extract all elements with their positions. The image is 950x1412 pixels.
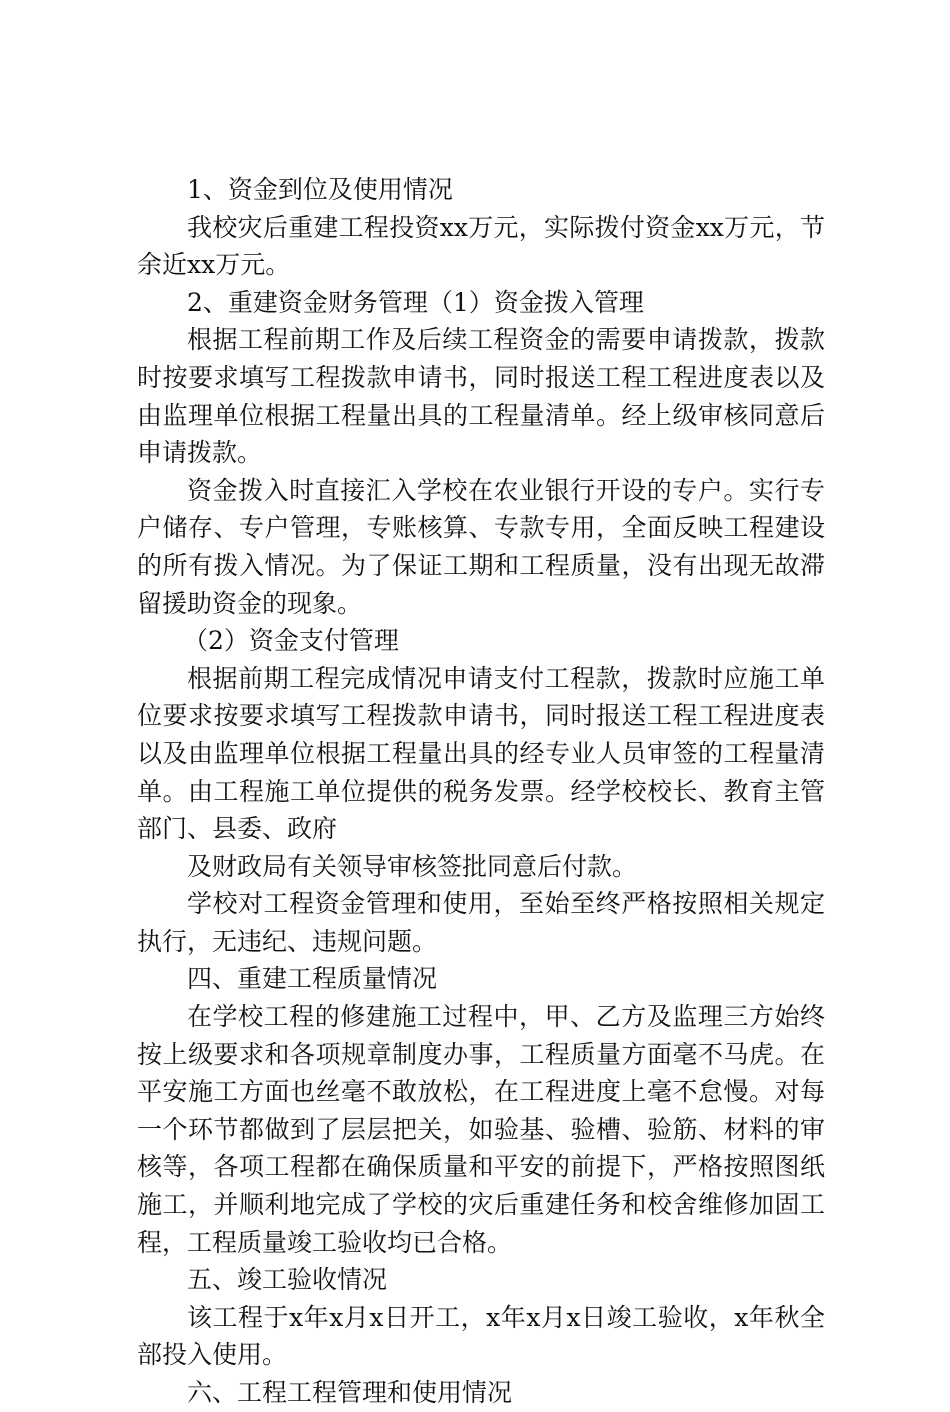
heading-funds-usage: 1、资金到位及使用情况 [187, 175, 453, 204]
heading-payment-management: （2）资金支付管理 [183, 626, 399, 656]
paragraph-acceptance: 该工程于x年x月x日开工，x年x月x日竣工验收，x年秋全部投入使用。 [137, 1302, 825, 1370]
heading-financial-management: 2、重建资金财务管理（1）资金拨入管理 [187, 287, 644, 317]
heading-quality: 四、重建工程质量情况 [187, 964, 438, 994]
paragraph-quality: 在学校工程的修建施工过程中，甲、乙方及监理三方始终按上级要求和各项规章制度办事，工程质量方面毫不马虎。在平安施工方面也丝毫不敢放松，在工程进度上毫不怠慢。对每一个环节都做到了层层把关，如验基、验槽、验筋、材料的审核等，各项工程都在确保质量和平安的前提下，严格按照图纸施工，并顺利地完成了学校的灾后重建任务和校舍维修加固工程，工程质量竣工验收均已合格。 [137, 1002, 825, 1257]
paragraph-special-account: 资金拨入时直接汇入学校在农业银行开设的专户。实行专户储存、专户管理，专账核算、专款专用，全面反映工程建设的所有拨入情况。为了保证工期和工程质量，没有出现无故滞留援助资金的现象。 [137, 475, 825, 618]
heading-acceptance: 五、竣工验收情况 [187, 1265, 388, 1295]
document-body [137, 171, 825, 1412]
paragraph-investment: 我校灾后重建工程投资xx万元，实际拨付资金xx万元，节余近xx万元。 [137, 212, 825, 280]
heading-management-usage: 六、工程工程管理和使用情况 [187, 1378, 513, 1407]
paragraph-payment-process: 根据前期工程完成情况申请支付工程款，拨款时应施工单位要求按要求填写工程拨款申请书，同时报送工程工程进度表以及由监理单位根据工程量出具的经专业人员审签的工程量清单。由工程施工单位提供的税务发票。经学校校长、教育主管部门、县委、政府 [137, 663, 825, 844]
paragraph-funding-application: 根据工程前期工作及后续工程资金的需要申请拨款，拨款时按要求填写工程拨款申请书，同时报送工程工程进度表以及由监理单位根据工程量出具的工程量清单。经上级审核同意后申请拨款。 [137, 325, 825, 468]
paragraph-payment-approval: 及财政局有关领导审核签批同意后付款。 [187, 851, 638, 881]
paragraph-compliance: 学校对工程资金管理和使用，至始至终严格按照相关规定执行，无违纪、违规问题。 [137, 889, 825, 956]
